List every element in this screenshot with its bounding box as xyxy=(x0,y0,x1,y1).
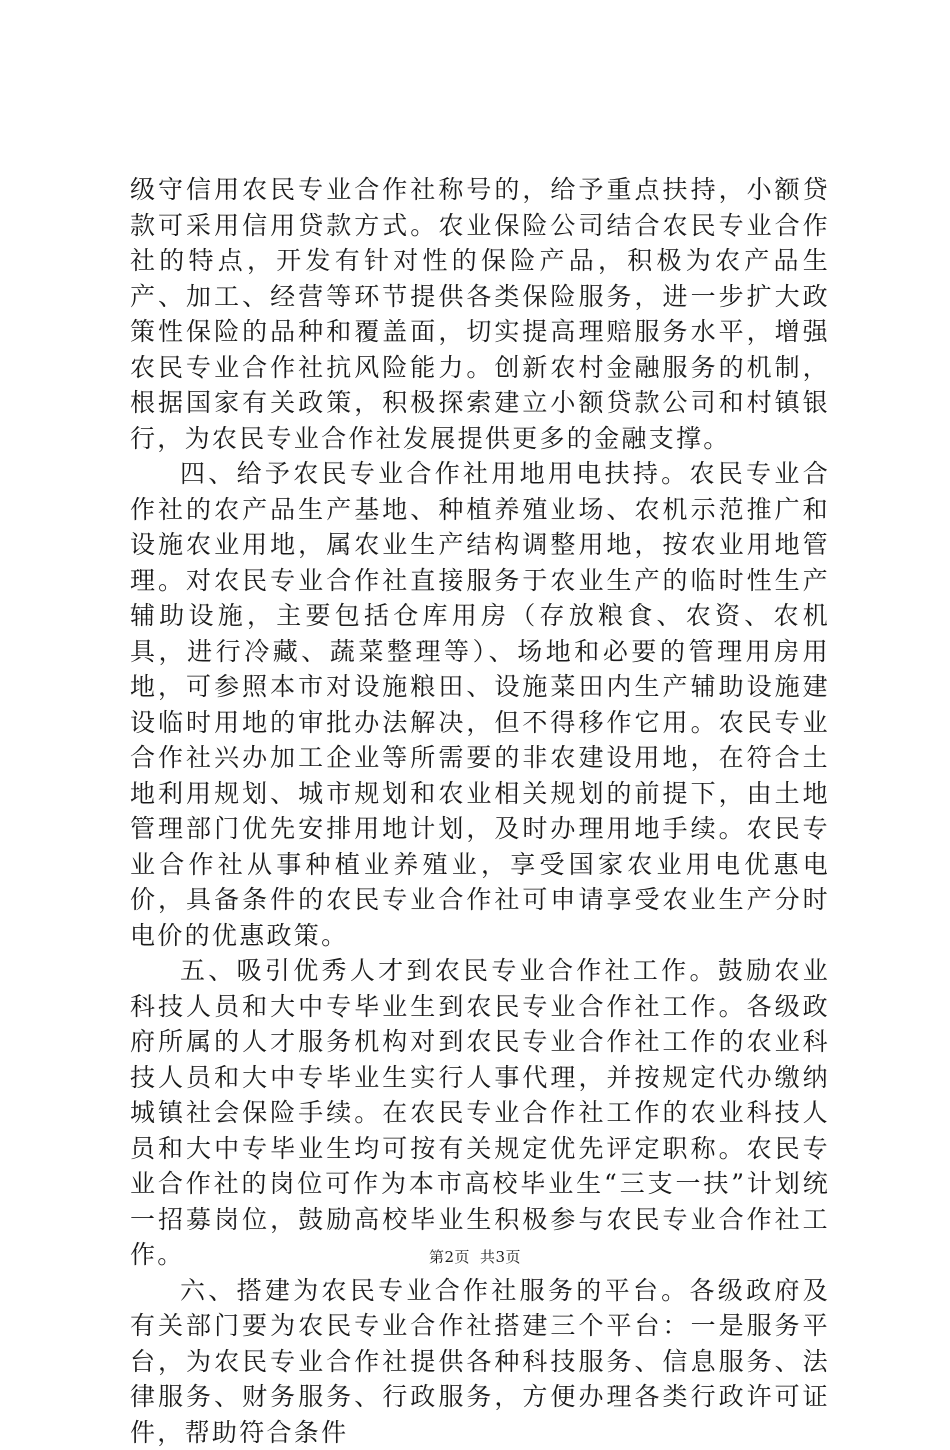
paragraph-2: 四、给予农民专业合作社用地用电扶持。农民专业合作社的农产品生产基地、种植养殖业场、农机示范推广和设施农业用地，属农业生产结构调整用地，按农业用地管理。对农民专业合作社直接服务于农业生产的临时性生产辅助设施，主要包括仓库用房（存放粮食、农资、农机具，进行冷藏、蔬菜整理等）、场地和必要的管理用房用地，可参照本市对设施粮田、设施菜田内生产辅助设施建设临时用地的审批办法解决，但不得移作它用。农民专业合作社兴办加工企业等所需要的非农建设用地，在符合土地利用规划、城市规划和农业相关规划的前提下，由土地管理部门优先安排用地计划，及时办理用地手续。农民专业合作社从事种植业养殖业，享受国家农业用电优惠电价，具备条件的农民专业合作社可申请享受农业生产分时电价的优惠政策。 xyxy=(130,456,830,953)
page-total: 共3页 xyxy=(480,1248,521,1266)
paragraph-4: 六、搭建为农民专业合作社服务的平台。各级政府及有关部门要为农民专业合作社搭建三个平台：一是服务平台，为农民专业合作社提供各种科技服务、信息服务、法律服务、财务服务、行政服务，方便办理各类行政许可证件，帮助符合条件 xyxy=(130,1273,830,1450)
page-number: 第2页 xyxy=(429,1248,470,1266)
paragraph-3: 五、吸引优秀人才到农民专业合作社工作。鼓励农业科技人员和大中专毕业生到农民专业合作社工作。各级政府所属的人才服务机构对到农民专业合作社工作的农业科技人员和大中专毕业生实行人事代理，并按规定代办缴纳城镇社会保险手续。在农民专业合作社工作的农业科技人员和大中专毕业生均可按有关规定优先评定职称。农民专业合作社的岗位可作为本市高校毕业生“三支一扶”计划统一招募岗位，鼓励高校毕业生积极参与农民专业合作社工作。 xyxy=(130,953,830,1273)
page-footer xyxy=(0,1246,950,1267)
paragraph-1: 级守信用农民专业合作社称号的，给予重点扶持，小额贷款可采用信用贷款方式。农业保险公司结合农民专业合作社的特点，开发有针对性的保险产品，积极为农产品生产、加工、经营等环节提供各类保险服务，进一步扩大政策性保险的品种和覆盖面，切实提高理赔服务水平，增强农民专业合作社抗风险能力。创新农村金融服务的机制，根据国家有关政策，积极探索建立小额贷款公司和村镇银行，为农民专业合作社发展提供更多的金融支撑。 xyxy=(130,172,830,456)
